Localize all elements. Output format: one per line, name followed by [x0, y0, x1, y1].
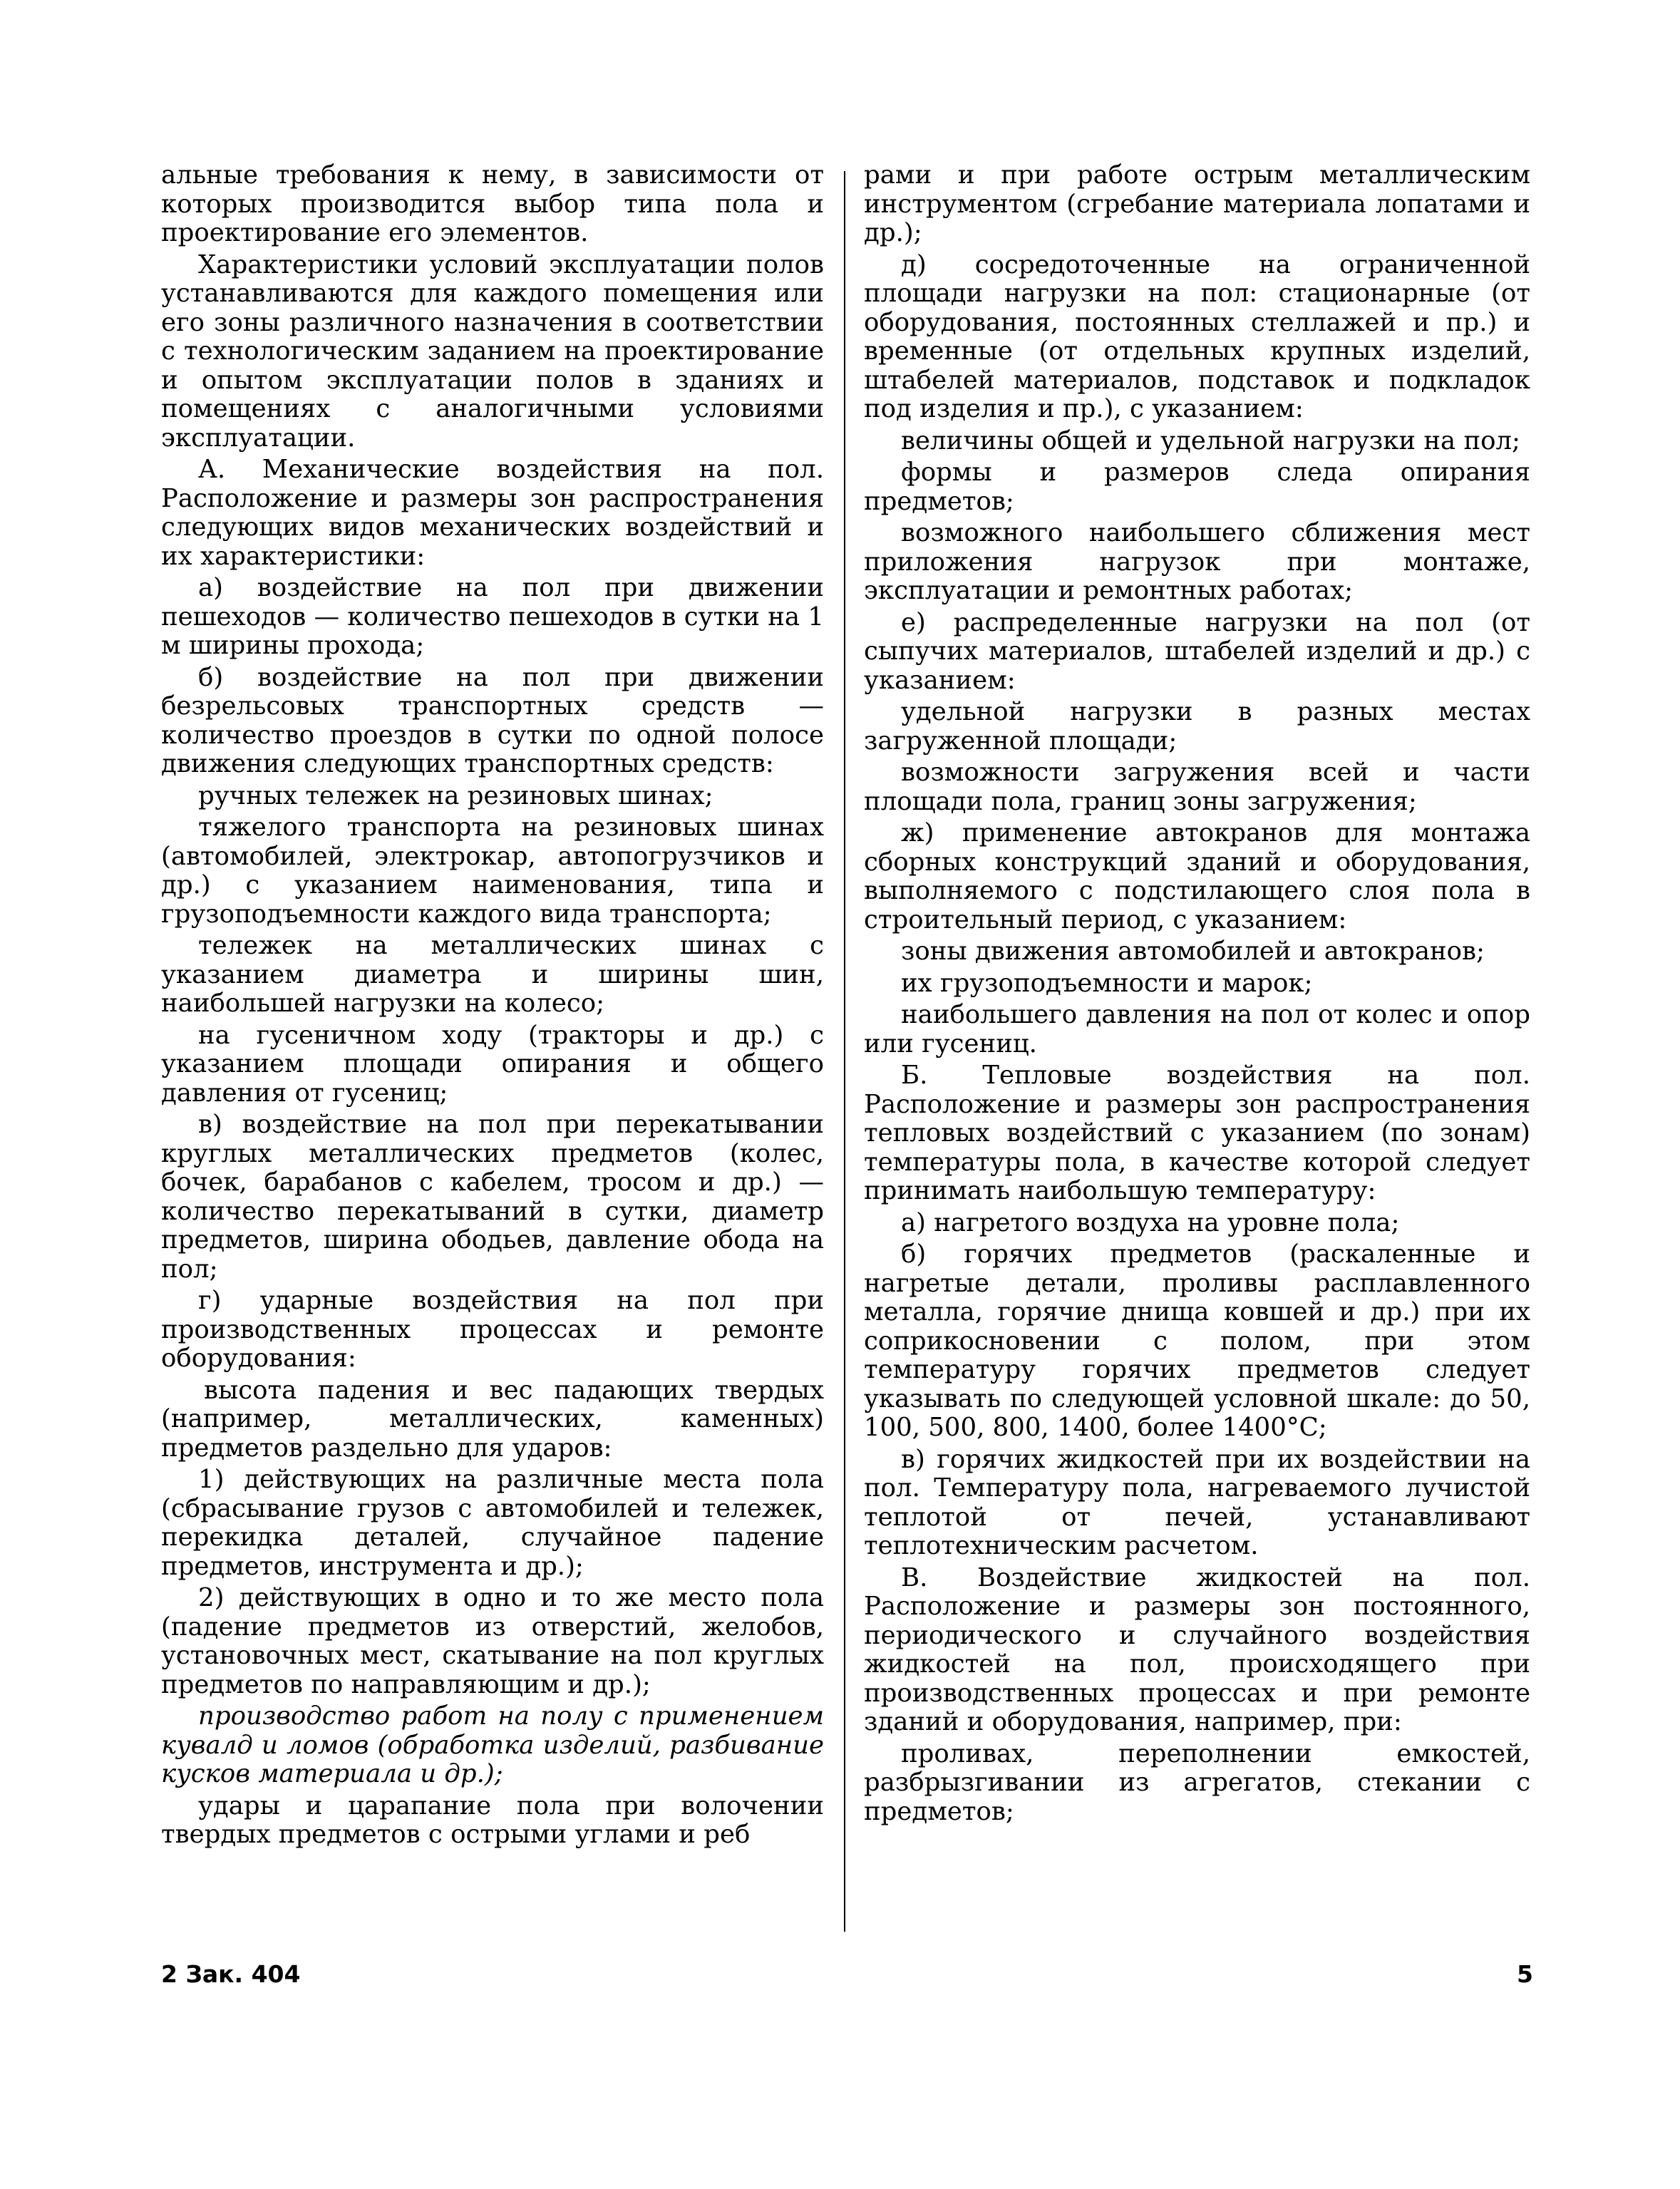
sub-item: высота падения и вес падающих твердых (например, металлических, каменных) предметов раздельно для ударов:	[161, 1375, 824, 1463]
sub-item: проливах, переполнении емкостей, разбрызгивании из агрегатов, стекании с предметов;	[864, 1739, 1530, 1826]
sub-item: удельной нагрузки в разных местах загруженной площади;	[864, 697, 1530, 756]
sub-item: наибольшего давления на пол от колес и опор или гусениц.	[864, 1000, 1530, 1059]
sub-item: тяжелого транспорта на резиновых шинах (автомобилей, электрокар, автопогрузчиков и др.) с указанием наименования, типа и грузоподъемности каждого вида транспорта;	[161, 813, 824, 929]
list-item: а) нагретого воздуха на уровне пола;	[901, 1207, 1400, 1237]
list-item: б) воздействие на пол при движении безрельсовых транспортных средств — количество проездов в сутки по одной полосе движения следующих транспортных средств:	[161, 662, 824, 778]
sub-item: возможности загружения всей и части площади пола, границ зоны загружения;	[864, 758, 1530, 816]
list-item: а) воздействие на пол при движении пешеходов — количество пешеходов в сутки на 1 м ширины прохода;	[161, 573, 824, 660]
sub-item: ручных тележек на резиновых шинах;	[198, 781, 713, 810]
column-divider	[844, 171, 845, 1932]
right-column	[864, 161, 1530, 1829]
sub-item: зоны движения автомобилей и автокранов;	[901, 937, 1485, 966]
sub-item: возможного наибольшего сближения мест приложения нагрузок при монтаже, эксплуатации и ремонтных работах;	[864, 518, 1530, 605]
list-item: е) распределенные нагрузки на пол (от сыпучих материалов, штабелей изделий и др.) с указанием:	[864, 607, 1530, 695]
paragraph: рами и при работе острым металлическим инструментом (сгребание материала лопатами и др.);	[864, 160, 1530, 247]
list-item: в) воздействие на пол при перекатывании круглых металлических предметов (колес, бочек, барабанов с кабелем, тросом и др.) — количество перекатываний в сутки, диаметр предметов, ширина ободьев, давление обода на пол;	[161, 1110, 824, 1284]
paragraph: Характеристики условий эксплуатации полов устанавливаются для каждого помещения или его зоны различного назначения в соответствии с технологическим заданием на проектирование и опытом эксплуатации полов в зданиях и помещениях с аналогичными условиями эксплуатации.	[161, 249, 824, 453]
sub-item: их грузоподъемности и марок;	[901, 968, 1313, 998]
sub-item: производство работ на полу с применением кувалд и ломов (обработка изделий, разбивание кусков материала и др.);	[161, 1701, 824, 1788]
section-heading-a: А. Механические воздействия на пол. Расположение и размеры зон распространения следующих видов механических воздействий и их характеристики:	[161, 455, 824, 571]
list-item: в) горячих жидкостей при их воздействии на пол. Температуру пола, нагреваемого лучистой теплотой от печей, устанавливают теплотехническим расчетом.	[864, 1444, 1530, 1560]
list-item: б) горячих предметов (раскаленные и нагретые детали, проливы расплавленного металла, горячие днища ковшей и др.) при их соприкосновении с полом, при этом температуру горячих предметов следует указывать по следующей условной шкале: до 50, 100, 500, 800, 1400, более 1400°С;	[864, 1240, 1530, 1442]
sub-item: величины общей и удельной нагрузки на пол;	[901, 426, 1520, 455]
list-item: г) ударные воздействия на пол при производственных процессах и ремонте оборудования:	[161, 1286, 824, 1373]
paragraph: альные требования к нему, в зависимости от которых производится выбор типа пола и проектирование его элементов.	[161, 160, 824, 247]
list-item: ж) применение автокранов для монтажа сборных конструкций зданий и оборудования, выполняемого с подстилающего слоя пола в строительный период, с указанием:	[864, 818, 1530, 934]
left-column	[161, 161, 824, 1853]
page-number: 5	[1517, 1960, 1533, 1988]
sub-item: формы и размеров следа опирания предметов;	[864, 458, 1530, 516]
numbered-item: 2) действующих в одно и то же место пола (падение предметов из отверстий, желобов, установочных мест, скатывание на пол круглых предметов по направляющим и др.);	[161, 1583, 824, 1699]
sub-item: на гусеничном ходу (тракторы и др.) с указанием площади опирания и общего давления от гусениц;	[161, 1020, 824, 1108]
print-order-mark: 2 Зак. 404	[161, 1960, 301, 1988]
list-item: д) сосредоточенные на ограниченной площади нагрузки на пол: стационарные (от оборудования, постоянных стеллажей и пр.) и временные (от отдельных крупных изделий, штабелей материалов, подставок и подкладок под изделия и пр.), с указанием:	[864, 249, 1530, 423]
section-heading-c: В. Воздействие жидкостей на пол. Расположение и размеры зон постоянного, периодического и случайного воздействия жидкостей на пол, происходящего при производственных процессах и при ремонте зданий и оборудования, например, при:	[864, 1562, 1530, 1736]
sub-item: удары и царапание пола при волочении твердых предметов с острыми углами и реб	[161, 1791, 824, 1849]
sub-item: тележек на металлических шинах с указанием диаметра и ширины шин, наибольшей нагрузки на колесо;	[161, 931, 824, 1018]
section-heading-b: Б. Тепловые воздействия на пол. Расположение и размеры зон распространения тепловых воздействий с указанием (по зонам) температуры пола, в качестве которой следует принимать наибольшую температуру:	[864, 1061, 1530, 1205]
numbered-item: 1) действующих на различные места пола (сбрасывание грузов с автомобилей и тележек, перекидка деталей, случайное падение предметов, инструмента и др.);	[161, 1465, 824, 1581]
